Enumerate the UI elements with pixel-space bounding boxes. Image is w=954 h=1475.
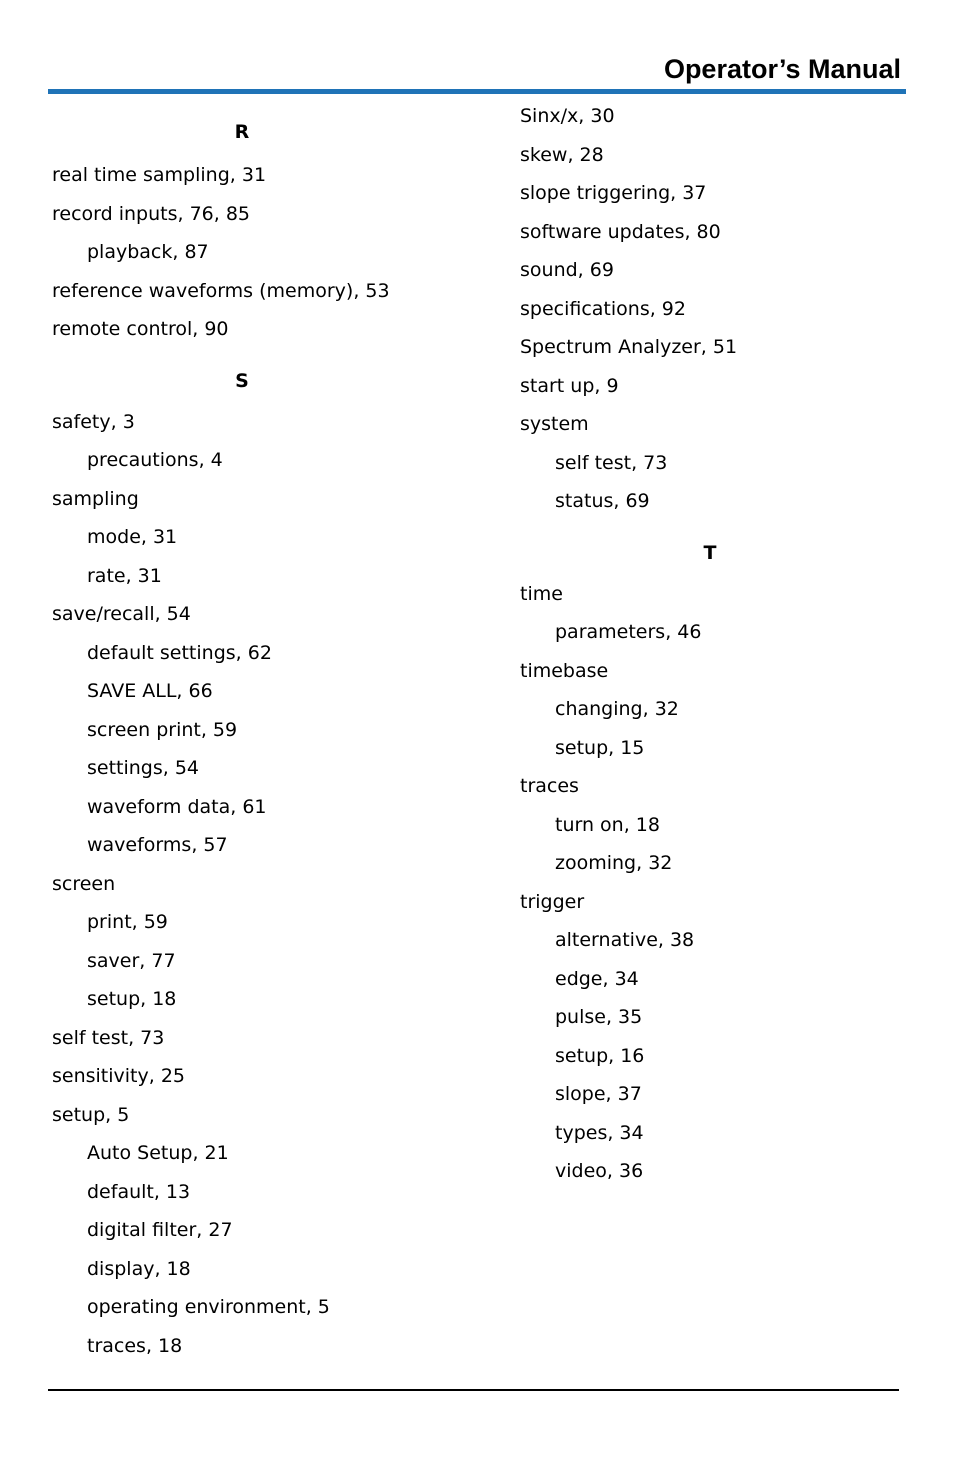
- index-subentry: settings, 54: [87, 757, 200, 779]
- index-subentry: mode, 31: [87, 526, 178, 548]
- index-subentry: status, 69: [555, 490, 650, 512]
- index-subentry: digital filter, 27: [87, 1219, 233, 1241]
- index-subentry: types, 34: [555, 1121, 644, 1144]
- index-subentry: setup, 15: [555, 736, 645, 759]
- index-entry: traces: [520, 775, 579, 797]
- index-entry: remote control, 90: [52, 318, 229, 340]
- index-subentry: display, 18: [87, 1257, 191, 1280]
- index-subentry: slope, 37: [555, 1083, 642, 1105]
- index-letter-heading: T: [703, 541, 717, 564]
- index-subentry: screen print, 59: [87, 718, 238, 741]
- index-subentry: saver, 77: [87, 949, 176, 972]
- index-entry: record inputs, 76, 85: [52, 202, 251, 225]
- index-entry: time: [520, 582, 563, 605]
- index-entry: safety, 3: [52, 410, 135, 433]
- index-entry: screen: [52, 872, 116, 895]
- index-entry: save/recall, 54: [52, 603, 191, 625]
- header-divider: [48, 89, 906, 94]
- index-column-right: [520, 97, 920, 1191]
- index-subentry: waveform data, 61: [87, 795, 267, 818]
- index-entry: sensitivity, 25: [52, 1065, 186, 1087]
- index-subentry: setup, 16: [555, 1044, 645, 1067]
- index-entry: start up, 9: [520, 374, 619, 397]
- index-subentry: video, 36: [555, 1160, 644, 1182]
- index-entry: self test, 73: [52, 1026, 165, 1049]
- index-subentry: zooming, 32: [555, 852, 673, 874]
- index-entry: specifications, 92: [520, 297, 686, 320]
- index-entry: sampling: [52, 487, 139, 510]
- index-subentry: playback, 87: [87, 241, 209, 263]
- index-subentry: pulse, 35: [555, 1006, 643, 1028]
- index-subentry: Auto Setup, 21: [87, 1142, 229, 1164]
- index-subentry: operating environment, 5: [87, 1296, 330, 1318]
- index-subentry: edge, 34: [555, 967, 639, 990]
- index-subentry: precautions, 4: [87, 449, 223, 471]
- index-entry: slope triggering, 37: [520, 182, 707, 204]
- index-subentry: print, 59: [87, 911, 168, 933]
- index-entry: system: [520, 413, 589, 435]
- index-entry: Sinx/x, 30: [520, 105, 615, 127]
- index-subentry: SAVE ALL, 66: [87, 680, 213, 702]
- index-letter-heading: R: [234, 121, 250, 143]
- index-entry: setup, 5: [52, 1103, 130, 1126]
- index-letter-heading: S: [235, 369, 249, 392]
- index-subentry: traces, 18: [87, 1334, 183, 1357]
- index-subentry: self test, 73: [555, 451, 668, 474]
- index-entry: real time sampling, 31: [52, 164, 267, 186]
- index-subentry: default, 13: [87, 1180, 191, 1203]
- index-entry: skew, 28: [520, 143, 604, 166]
- index-subentry: setup, 18: [87, 988, 177, 1010]
- index-entry: trigger: [520, 890, 585, 913]
- index-entry: Spectrum Analyzer, 51: [520, 336, 738, 358]
- index-subentry: waveforms, 57: [87, 834, 228, 856]
- index-subentry: rate, 31: [87, 564, 162, 587]
- index-entry: sound, 69: [520, 259, 614, 281]
- index-column-left: [52, 118, 452, 1365]
- index-subentry: default settings, 62: [87, 641, 272, 664]
- index-subentry: alternative, 38: [555, 929, 695, 951]
- index-entry: reference waveforms (memory), 53: [52, 279, 390, 302]
- index-subentry: parameters, 46: [555, 621, 702, 643]
- footer-divider: [48, 1389, 899, 1391]
- index-entry: software updates, 80: [520, 220, 721, 243]
- index-subentry: turn on, 18: [555, 813, 660, 836]
- index-subentry: changing, 32: [555, 698, 679, 720]
- page-title: Operator’s Manual: [663, 54, 901, 84]
- index-entry: timebase: [520, 659, 609, 682]
